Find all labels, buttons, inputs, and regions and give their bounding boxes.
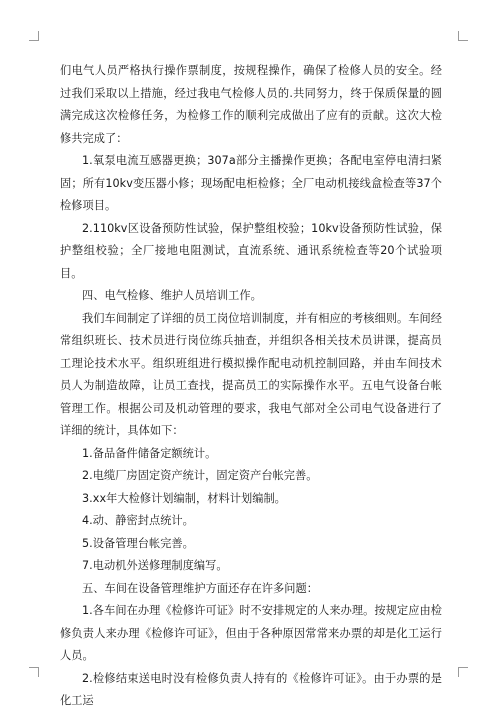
crop-mark-top-left xyxy=(29,31,39,41)
crop-mark-top-right xyxy=(458,31,468,41)
list-item: 7.电动机外送修理制度编写。 xyxy=(82,559,228,572)
list-item: 5.设备管理台帐完善。 xyxy=(82,536,194,550)
list-item: 1.备品备件储备定额统计。 xyxy=(82,446,217,460)
paragraph: 们电气人员严格执行操作票制度，按规程操作，确保了检修人员的安全。经过我们采取以上措施，经过我电气检修人员的.共同努力，终于保质保量的圆满完成这次检修任务，为检修工作的顺利完成做出了应有的贡献。这次大检修共完成了： xyxy=(60,64,442,145)
paragraph: 1.氧泵电流互感器更换；307a部分主播操作更换；各配电室停电清扫紧固；所有10kv变压器小修；现场配电柜检修；全厂电动机接线盒检查等37个检修项目。 xyxy=(60,154,442,212)
list-item: 1.各车间在办理《检修许可证》时不安排规定的人来办理。按规定应由检修负责人来办理《检修许可证》，但由于各种原因常常来办票的却是化工运行人员。 xyxy=(60,604,442,662)
section-heading: 四、电气检修、维护人员培训工作。 xyxy=(82,289,262,302)
paragraph: 我们车间制定了详细的员工岗位培训制度，并有相应的考核细则。车间经常组织班长、技术员进行岗位练兵抽查，并组织各相关技术员讲课，提高员工理论技术水平。组织班组进行模拟操作配电动机控制回路，并由车间技术员人为制造故障，让员工查找，提高员工的实际操作水平。五电气设备台帐管理工作。根据公司及机动管理的要求，我电气部对全公司电气设备进行了详细的统计，具体如下： xyxy=(60,311,442,437)
list-item: 3.xx年大检修计划编制，材料计划编制。 xyxy=(82,491,286,505)
crop-mark-bottom-right xyxy=(458,667,468,677)
crop-mark-bottom-left xyxy=(29,667,39,677)
document-body xyxy=(60,60,442,713)
paragraph: 2.110kv区设备预防性试验，保护整组校验；10kv设备预防性试验，保护整组校验；全厂接地电阻测试，直流系统、通讯系统检查等20个试验项目。 xyxy=(60,221,442,280)
section-heading: 五、车间在设备管理维护方面还存在许多问题： xyxy=(82,581,318,595)
list-item: 2.电缆厂房固定资产统计，固定资产台帐完善。 xyxy=(82,469,318,482)
list-item: 4.动、静密封点统计。 xyxy=(82,514,194,527)
list-item: 2.检修结束送电时没有检修负责人持有的《检修许可证》。由于办票的是化工运 xyxy=(60,671,442,707)
